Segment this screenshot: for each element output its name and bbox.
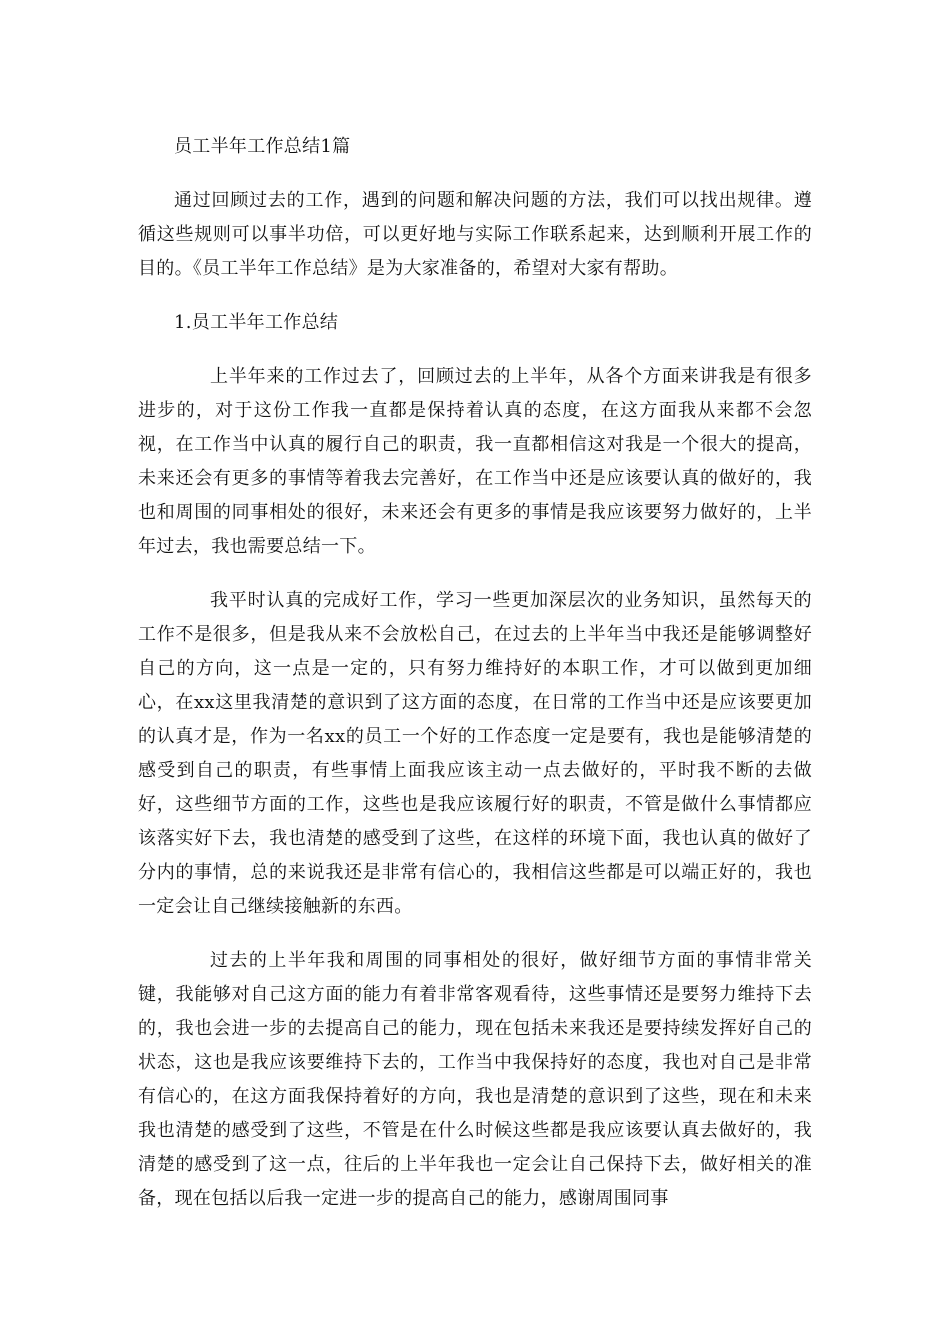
- intro-paragraph: 通过回顾过去的工作，遇到的问题和解决问题的方法，我们可以找出规律。遵循这些规则可以事半功倍，可以更好地与实际工作联系起来，达到顺利开展工作的目的。《员工半年工作总结》是为大家准备的，希望对大家有帮助。: [138, 190, 812, 279]
- body-paragraph-3: 过去的上半年我和周围的同事相处的很好，做好细节方面的事情非常关键，我能够对自己这方面的能力有着非常客观看待，这些事情还是要努力维持下去的，我也会进一步的去提高自己的能力，现在包括未来我还是要持续发挥好自己的状态，这也是我应该要维持下去的，工作当中我保持好的态度，我也对自己是非常有信心的，在这方面我保持着好的方向，我也是清楚的意识到了这些，现在和未来我也清楚的感受到了这些，不管是在什么时候这些都是我应该要认真去做好的，我清楚的感受到了这一点，往后的上半年我也一定会让自己保持下去，做好相关的准备，现在包括以后我一定进一步的提高自己的能力，感谢周围同事: [138, 950, 812, 1209]
- body-paragraph-2: 我平时认真的完成好工作，学习一些更加深层次的业务知识，虽然每天的工作不是很多，但是我从来不会放松自己，在过去的上半年当中我还是能够调整好自己的方向，这一点是一定的，只有努力维持好的本职工作，才可以做到更加细心，在xx这里我清楚的意识到了这方面的态度，在日常的工作当中还是应该要更加的认真才是，作为一名xx的员工一个好的工作态度一定是要有，我也是能够清楚的感受到自己的职责，有些事情上面我应该主动一点去做好的，平时我不断的去做好，这些细节方面的工作，这些也是我应该履行好的职责，不管是做什么事情都应该落实好下去，我也清楚的感受到了这些，在这样的环境下面，我也认真的做好了分内的事情，总的来说我还是非常有信心的，我相信这些都是可以端正好的，我也一定会让自己继续接触新的东西。: [138, 590, 812, 917]
- section-heading: 1.员工半年工作总结: [174, 312, 339, 333]
- document-title: 员工半年工作总结1篇: [174, 136, 351, 157]
- document-body: [138, 130, 812, 1236]
- body-paragraph-1: 上半年来的工作过去了，回顾过去的上半年，从各个方面来讲我是有很多进步的，对于这份工作我一直都是保持着认真的态度，在这方面我从来都不会忽视，在工作当中认真的履行自己的职责，我一直都相信这对我是一个很大的提高，未来还会有更多的事情等着我去完善好，在工作当中还是应该要认真的做好的，我也和周围的同事相处的很好，未来还会有更多的事情是我应该要努力做好的，上半年过去，我也需要总结一下。: [138, 366, 812, 557]
